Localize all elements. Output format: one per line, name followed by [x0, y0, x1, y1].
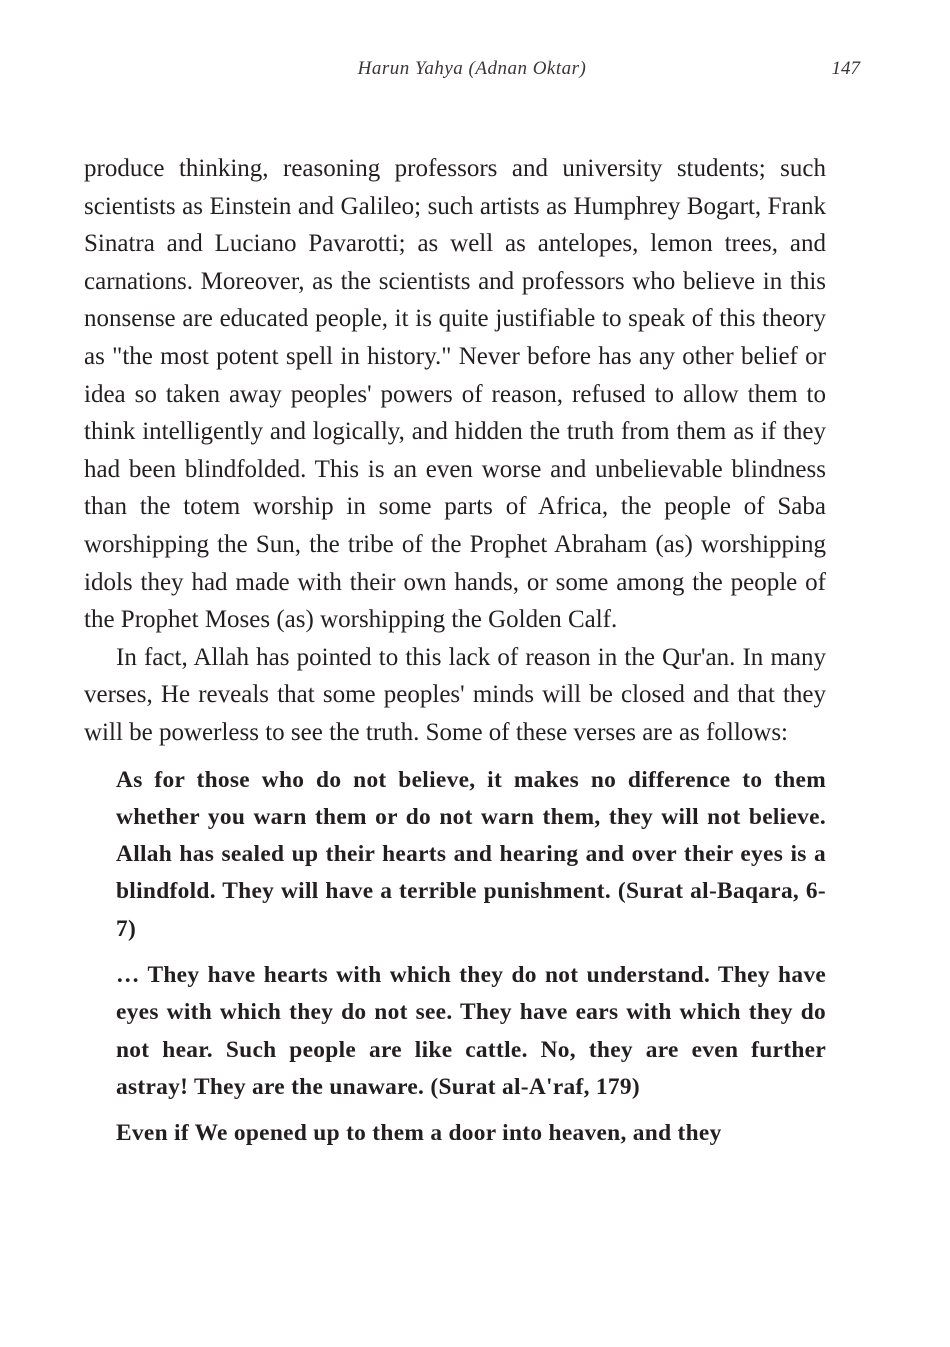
verse-quote-2: … They have hearts with which they do not understand. They have eyes with which they do not see. They have ears with which they do not hear. Such people are like cattle. No, they are even further astray! They are the unaware. (Surat al-A'raf, 179): [116, 961, 826, 1100]
body-text: [84, 150, 826, 1161]
verse-quote-3: Even if We opened up to them a door into heaven, and they: [116, 1120, 722, 1147]
verse-quote-1: As for those who do not believe, it makes no difference to them whether you warn them or do not warn them, they will not believe. Allah has sealed up their hearts and hearing and over their eyes is a blindfold. They will have a terrible punishment. (Surat al-Baqara, 6-7): [116, 766, 826, 942]
paragraph-2: In fact, Allah has pointed to this lack of reason in the Qur'an. In many verses, He reveals that some peoples' minds will be closed and that they will be powerless to see the truth. Some of these verses are as follows:: [84, 643, 826, 746]
header-author: Harun Yahya (Adnan Oktar): [357, 58, 587, 79]
paragraph-1: produce thinking, reasoning professors and university students; such scientists as Einstein and Galileo; such artists as Humphrey Bogart, Frank Sinatra and Luciano Pavarotti; as well as antelopes, lemon trees, and carnations. Moreover, as the scientists and professors who believe in this nonsense are educated people, it is quite justifiable to speak of this theory as "the most potent spell in history." Never before has any other belief or idea so taken away peoples' powers of reason, refused to allow them to think intelligently and logically, and hidden the truth from them as if they had been blindfolded. This is an even worse and unbelievable blindness than the totem worship in some parts of Africa, the people of Saba worshipping the Sun, the tribe of the Prophet Abraham (as) worshipping idols they had made with their own hands, or some among the people of the Prophet Moses (as) worshipping the Golden Calf.: [84, 155, 826, 634]
running-header: [84, 58, 860, 88]
page-number: 147: [831, 58, 860, 79]
